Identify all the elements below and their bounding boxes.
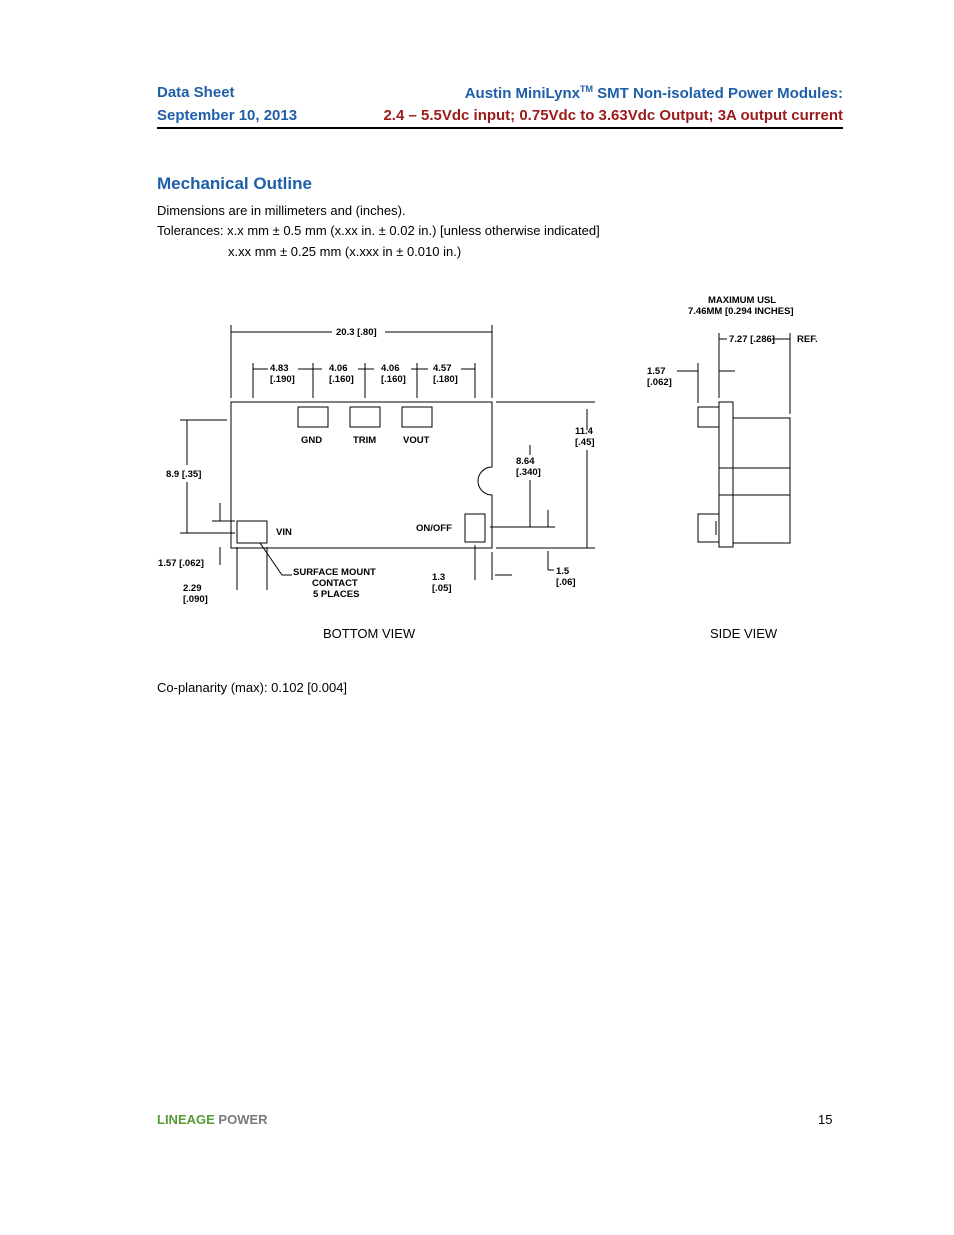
max-usl-2: 7.46MM [0.294 INCHES]	[688, 306, 794, 317]
max-usl-1: MAXIMUM USL	[708, 295, 777, 306]
side-view-labels	[647, 295, 818, 388]
footer-brand-2: POWER	[214, 1112, 268, 1127]
contact-note-1: SURFACE MOUNT	[293, 567, 376, 578]
section-title: Mechanical Outline	[157, 174, 312, 193]
pad-vin	[237, 521, 267, 543]
product-prefix: Austin MiniLynx	[464, 85, 580, 102]
mechanical-drawing	[150, 285, 830, 625]
pad-label-vout: VOUT	[403, 435, 430, 446]
dim-bottom-offset: 1.5	[556, 566, 570, 577]
product-subtitle: 2.4 – 5.5Vdc input; 0.75Vdc to 3.63Vdc Output; 3A output current	[383, 107, 843, 124]
tolerance-line-2: x.xx mm ± 0.25 mm (x.xxx in ± 0.010 in.)	[228, 244, 462, 259]
dim-right-height-in: [.45]	[575, 437, 595, 448]
dim-inner-height-in: [.340]	[516, 467, 541, 478]
pad-vout	[402, 407, 432, 427]
dim-pitch-2: 4.06	[329, 363, 348, 374]
dim-pad-width: 1.57 [.062]	[158, 558, 204, 569]
side-body	[719, 402, 733, 547]
bottom-view-labels	[158, 327, 595, 605]
contact-note-3: 5 PLACES	[313, 589, 360, 600]
doc-type: Data Sheet	[157, 84, 235, 101]
tolerance-line-1: Tolerances: x.x mm ± 0.5 mm (x.xx in. ± 0.02 in.) [unless otherwise indicated]	[157, 223, 600, 238]
dim-pad-offset: 2.29	[183, 583, 202, 594]
dim-pad-thickness: 1.57	[647, 366, 666, 377]
footer-brand	[157, 1112, 268, 1127]
dim-bottom-offset-in: [.06]	[556, 577, 576, 588]
page-number: 15	[818, 1112, 833, 1127]
pad-label-onoff: ON/OFF	[416, 523, 452, 534]
contact-note-2: CONTACT	[312, 578, 358, 589]
header-rule	[157, 127, 843, 129]
dim-ref-label: REF.	[797, 334, 818, 345]
trademark: TM	[579, 84, 593, 94]
dim-pitch-1: 4.83	[270, 363, 289, 374]
footer-brand-1: LINEAGE	[157, 1112, 215, 1127]
side-pad-top	[698, 407, 719, 427]
units-note: Dimensions are in millimeters and (inches).	[157, 203, 406, 218]
pad-gnd	[298, 407, 328, 427]
dim-onoff-offset: 1.3	[432, 572, 446, 583]
dim-inner-height: 8.64	[516, 456, 535, 467]
pad-label-trim: TRIM	[353, 435, 377, 446]
pad-label-gnd: GND	[301, 435, 323, 446]
pad-trim	[350, 407, 380, 427]
dim-left-height: 8.9 [.35]	[166, 469, 202, 480]
module-outline	[231, 402, 492, 548]
dim-right-height: 11.4	[575, 426, 593, 437]
dim-pad-offset-in: [.090]	[183, 594, 208, 605]
coplanarity-note: Co-planarity (max): 0.102 [0.004]	[157, 680, 348, 695]
bottom-view-label: BOTTOM VIEW	[323, 626, 416, 641]
dim-onoff-offset-in: [.05]	[432, 583, 452, 594]
dim-pitch-3-in: [.160]	[381, 374, 406, 385]
product-title	[465, 84, 843, 102]
side-view-geometry	[677, 333, 790, 547]
pad-onoff	[465, 514, 485, 542]
dim-pad-thickness-in: [.062]	[647, 377, 672, 388]
dim-ref: 7.27 [.286]	[729, 334, 775, 345]
doc-date: September 10, 2013	[157, 107, 298, 124]
product-suffix: SMT Non-isolated Power Modules:	[592, 85, 843, 102]
pad-label-vin: VIN	[276, 527, 292, 538]
dim-pitch-3: 4.06	[381, 363, 400, 374]
side-view-label: SIDE VIEW	[710, 626, 778, 641]
dim-pitch-2-in: [.160]	[329, 374, 354, 385]
dim-pitch-4-in: [.180]	[433, 374, 458, 385]
dim-pitch-1-in: [.190]	[270, 374, 295, 385]
dim-overall-width: 20.3 [.80]	[336, 327, 377, 338]
dim-pitch-4: 4.57	[433, 363, 452, 374]
